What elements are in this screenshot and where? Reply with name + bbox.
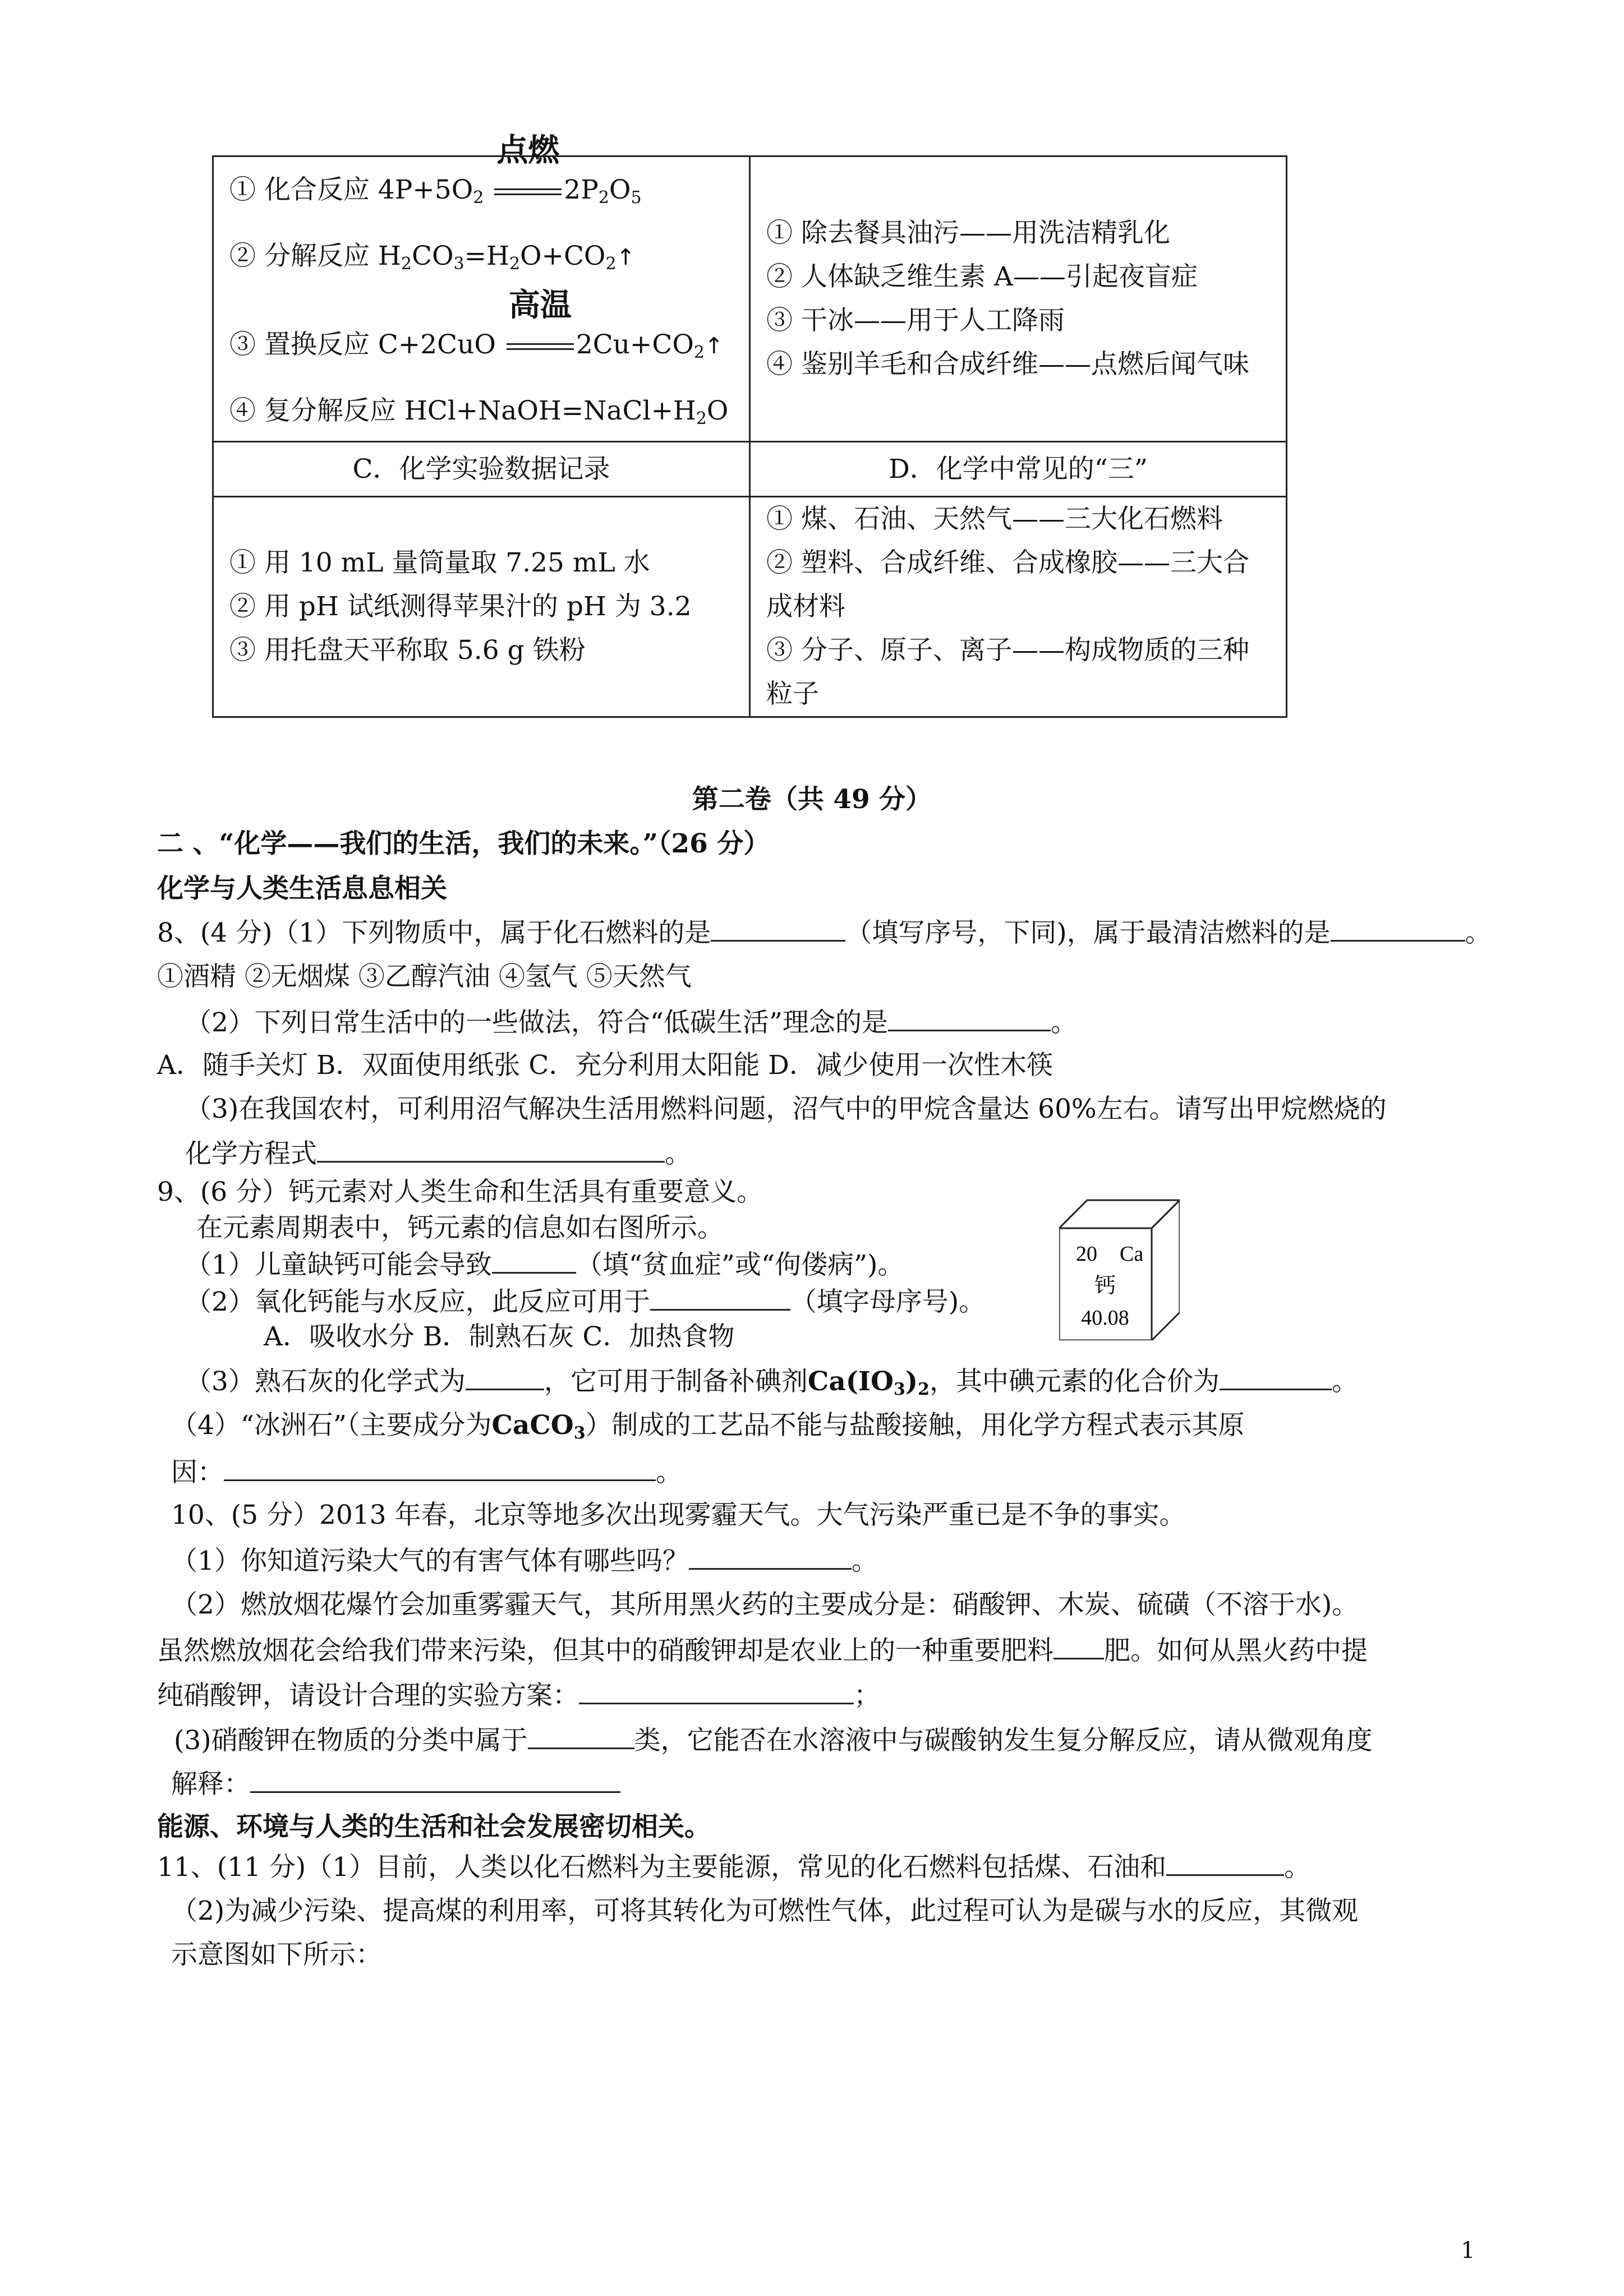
- q9-line-2: 在元素周期表中，钙元素的信息如右图所示。: [196, 1212, 724, 1243]
- q10-line-3: （2）燃放烟花爆竹会加重雾霾天气，其所用黑火药的主要成分是：硝酸钾、木炭、硫磺（不溶于水)。: [171, 1589, 1359, 1620]
- sub-heading-energy: 能源、环境与人类的生活和社会发展密切相关。: [157, 1811, 711, 1842]
- element-symbol: Ca: [1120, 1242, 1144, 1266]
- q10-blank-fertilizer[interactable]: [1053, 1633, 1104, 1659]
- q10-line-7: 解释：: [171, 1767, 620, 1801]
- condition-ignite: 点燃: [494, 168, 562, 212]
- reaction-line-3: ③ 置换反应 C+2CuO 高温 $2Cu+CO_2↑$: [229, 323, 733, 375]
- q11-line-2: （2)为减少污染、提高煤的利用率，可将其转化为可燃性气体，此过程可认为是碳与水的反应，其微观: [171, 1896, 1359, 1926]
- reaction-line-2: ② 分解反应 $H_2CO_3=H_2O+CO_2↑$: [229, 241, 636, 274]
- gas-arrow-icon: ↑: [704, 333, 724, 359]
- header-d: D．化学中常见的“三”: [750, 442, 1287, 497]
- q8-blank-fossil[interactable]: [711, 915, 845, 942]
- cell-experiment-data: ① 用 10 mL 量筒量取 7.25 mL 水 ② 用 pH 试纸测得苹果汁的 pH 为 3.2 ③ 用托盘天平称取 5.6 g 铁粉: [213, 497, 750, 717]
- q8-blank-lowcarbon[interactable]: [888, 1005, 1051, 1031]
- q8-line-2: ①酒精 ②无烟煤 ③乙醇汽油 ④氢气 ⑤天然气: [157, 961, 692, 992]
- q8-line-5: （3)在我国农村，可利用沼气解决生活用燃料问题，沼气中的甲烷含量达 60%左右。请写出甲烷燃烧的: [185, 1094, 1387, 1124]
- q8-line-3: （2）下列日常生活中的一些做法，符合“低碳生活”理念的是 。: [185, 1005, 1077, 1040]
- q8-blank-equation[interactable]: [317, 1136, 665, 1163]
- q10-line-5: 纯硝酸钾，请设计合理的实验方案： ；: [157, 1678, 880, 1713]
- q10-blank-explain[interactable]: [250, 1767, 620, 1793]
- q9-line-1: 9、(6 分）钙元素对人类生命和生活具有重要意义。: [157, 1177, 763, 1207]
- q9-line-7: （4）“冰洲石”（主要成分为CaCO$_3$）制成的工艺品不能与盐酸接触，用化学方程式表示其原: [171, 1410, 1245, 1443]
- part2-heading: 二 、“化学——我们的生活，我们的未来。”（26 分）: [157, 828, 770, 859]
- q8-line-6: 化学方程式 。: [185, 1136, 691, 1171]
- header-c: C．化学实验数据记录: [213, 442, 750, 497]
- element-mass: 40.08: [1081, 1306, 1129, 1330]
- gas-arrow-icon: ↑: [616, 245, 636, 270]
- q8-blank-clean[interactable]: [1331, 915, 1465, 942]
- q9-blank-use[interactable]: [650, 1284, 790, 1311]
- element-number: 20: [1076, 1242, 1097, 1266]
- calcium-element-cube: [1059, 1195, 1180, 1340]
- q9-blank-valence[interactable]: [1220, 1364, 1332, 1390]
- page-number: 1: [1461, 2238, 1475, 2263]
- cell-common-threes: ① 煤、石油、天然气——三大化石燃料 ② 塑料、合成纤维、合成橡胶——三大合 成材料 ③ 分子、原子、离子——构成物质的三种 粒子: [750, 497, 1287, 717]
- q9-line-6: （3）熟石灰的化学式为 ，它可用于制备补碘剂$Ca(IO_3)_2$，其中碘元素的化合价为 。: [185, 1364, 1358, 1407]
- q11-line-1: 11、(11 分)（1）目前，人类以化石燃料为主要能源，常见的化石燃料包括煤、石油和 。: [157, 1850, 1310, 1884]
- q8-line-1: 8、(4 分)（1）下列物质中，属于化石燃料的是 （填写序号，下同)，属于最清洁燃料的是 。: [157, 915, 1492, 950]
- q8-options: A．随手关灯 B．双面使用纸张 C．充分利用太阳能 D．减少使用一次性木筷: [157, 1050, 1053, 1081]
- q11-blank-fuel[interactable]: [1166, 1850, 1284, 1876]
- q9-line-4: （2）氧化钙能与水反应，此反应可用于 （填字母序号)。: [185, 1284, 985, 1319]
- cell-reaction-types: [213, 132, 750, 442]
- q9-blank-formula[interactable]: [466, 1364, 544, 1390]
- element-name: 钙: [1094, 1273, 1116, 1298]
- q10-blank-method[interactable]: [579, 1678, 854, 1704]
- cell-chemistry-in-life: ① 除去餐具油污——用洗洁精乳化 ② 人体缺乏维生素 A——引起夜盲症 ③ 干冰——用于人工降雨 ④ 鉴别羊毛和合成纤维——点燃后闻气味: [750, 156, 1287, 442]
- q10-line-1: 10、(5 分）2013 年春，北京等地多次出现雾霾天气。大气污染严重已是不争的事实。: [171, 1500, 1186, 1530]
- q10-blank-class[interactable]: [528, 1723, 634, 1749]
- q9-line-3: （1）儿童缺钙可能会导致 （填“贫血症”或“佝偻病”)。: [185, 1247, 904, 1282]
- section-title: 第二卷（共 49 分）: [692, 784, 932, 815]
- condition-high-temp: 高温: [507, 323, 574, 367]
- q9-options: A．吸收水分 B．制熟石灰 C．加热食物: [264, 1321, 735, 1352]
- comparison-table: [212, 132, 1287, 718]
- q9-blank-reason[interactable]: [224, 1455, 656, 1481]
- q10-line-4: 虽然燃放烟花会给我们带来污染，但其中的硝酸钾却是农业上的一种重要肥料 肥。如何从黑火药中提: [157, 1633, 1368, 1668]
- q10-blank-gases[interactable]: [689, 1543, 852, 1570]
- reaction-line-1: ① 化合反应 $4P+5O_2$ 点燃 $2P_2O_5$: [229, 168, 733, 220]
- q9-line-8: 因： 。: [171, 1455, 682, 1490]
- q10-line-6: (3)硝酸钾在物质的分类中属于 类，它能否在水溶液中与碳酸钠发生复分解反应，请从微观角度: [174, 1723, 1373, 1758]
- reaction-line-4: ④ 复分解反应 $HCl+NaOH=NaCl+H_2O$: [229, 395, 729, 428]
- q10-line-2: （1）你知道污染大气的有害气体有哪些吗？ 。: [171, 1543, 878, 1578]
- sub-heading-life: 化学与人类生活息息相关: [157, 873, 447, 904]
- q11-line-3: 示意图如下所示：: [171, 1939, 382, 1970]
- q9-blank-disease[interactable]: [492, 1247, 576, 1274]
